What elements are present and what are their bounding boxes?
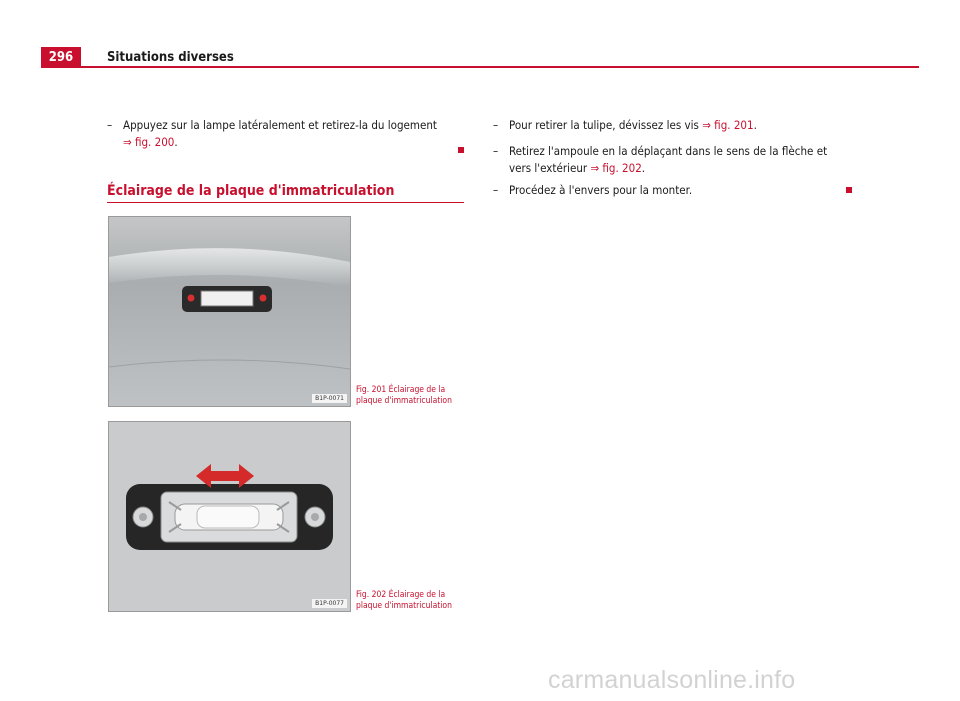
step-text: vers l'extérieur [509, 161, 591, 175]
bullet-dash: – [493, 144, 499, 158]
step-tail: . [174, 135, 178, 149]
screw-icon [260, 295, 267, 302]
caption-line: Fig. 201 Éclairage de la [356, 385, 446, 395]
step-text: Procédez à l'envers pour la monter. [509, 183, 693, 197]
figure-201 [108, 216, 351, 407]
step-text: Pour retirer la tulipe, dévissez les vis [509, 118, 703, 132]
header-divider [81, 66, 919, 68]
page-number: 296 [41, 47, 81, 68]
subheading-divider [107, 202, 464, 203]
figure-link[interactable]: ⇒ fig. 200 [123, 135, 175, 149]
bullet-dash: – [493, 118, 499, 132]
right-step-1 [493, 117, 859, 134]
step-tail: . [753, 118, 757, 132]
bulb-removal-illustration [109, 422, 350, 611]
right-step-2 [493, 143, 859, 177]
caption-line: plaque d'immatriculation [356, 396, 452, 406]
watermark: carmanualsonline.info [548, 666, 796, 694]
figure-code: B1P-0071 [312, 394, 347, 403]
end-marker [846, 187, 852, 193]
lamp-lens [201, 291, 253, 306]
section-title: Situations diverses [107, 50, 234, 65]
step-text: Appuyez sur la lampe latéralement et retirez-la du logement [123, 118, 437, 132]
right-step-3 [493, 182, 859, 199]
figure-202 [108, 421, 351, 612]
figure-201-caption [356, 385, 456, 407]
step-text: Retirez l'ampoule en la déplaçant dans le sens de la flèche et [509, 144, 828, 158]
caption-line: plaque d'immatriculation [356, 601, 452, 611]
caption-line: Fig. 202 Éclairage de la [356, 590, 446, 600]
tailgate-illustration [109, 217, 350, 406]
left-step-1 [107, 117, 453, 151]
subheading: Éclairage de la plaque d'immatriculation [107, 183, 395, 199]
end-marker [458, 147, 464, 153]
figure-link[interactable]: ⇒ fig. 202 [590, 161, 642, 175]
figure-code: B1P-0077 [312, 599, 347, 608]
step-tail: . [641, 161, 646, 175]
bullet-dash: – [107, 118, 113, 132]
figure-202-caption [356, 590, 456, 612]
figure-link[interactable]: ⇒ fig. 201 [702, 118, 754, 132]
bullet-dash: – [493, 183, 499, 197]
screw-icon [188, 295, 195, 302]
